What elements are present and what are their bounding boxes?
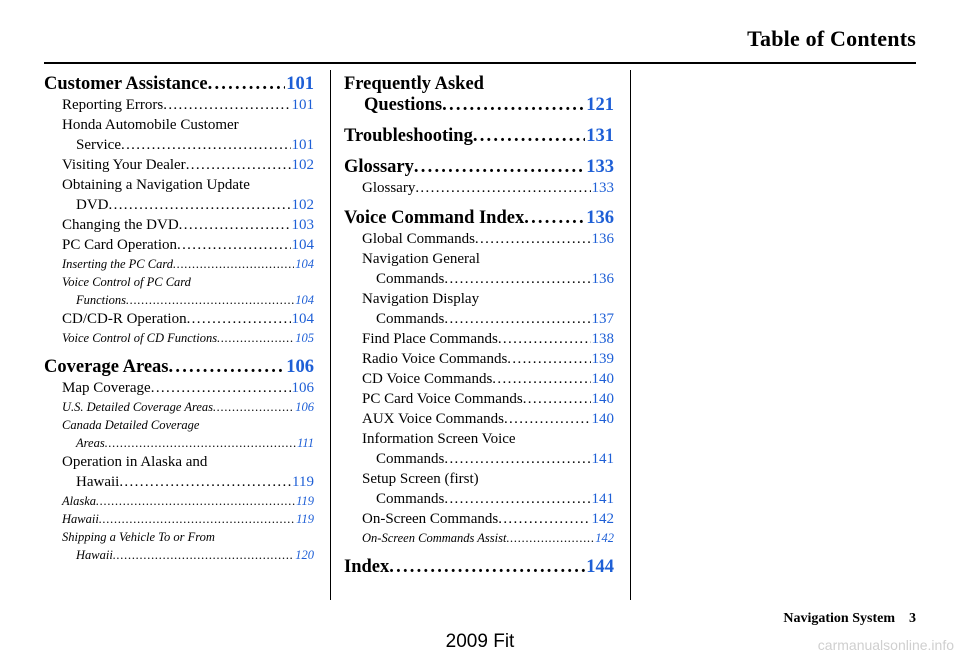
- toc-entry[interactable]: [344, 329, 614, 349]
- toc-section[interactable]: [344, 208, 614, 229]
- dot-leader: [109, 195, 291, 215]
- page-number-link[interactable]: 144: [586, 557, 614, 577]
- toc-entry-title: CD Voice Commands: [362, 371, 493, 387]
- dot-leader: [105, 434, 296, 452]
- toc-entry[interactable]: [44, 309, 314, 329]
- toc-entry-title: Inserting the PC Card: [62, 257, 173, 271]
- page-number-link[interactable]: 101: [291, 137, 314, 153]
- toc-entry[interactable]: [344, 289, 614, 329]
- dot-leader: [444, 449, 590, 469]
- toc-entry-title: Questions: [364, 95, 443, 115]
- toc-entry[interactable]: [44, 215, 314, 235]
- toc-entry[interactable]: [44, 175, 314, 215]
- dot-leader: [415, 178, 590, 198]
- toc-subentry[interactable]: [344, 529, 614, 547]
- toc-entry-title: U.S. Detailed Coverage Areas: [62, 400, 214, 414]
- toc-entry-title: Visiting Your Dealer: [62, 157, 186, 173]
- dot-leader: [523, 389, 591, 409]
- dot-leader: [187, 309, 291, 329]
- toc-entry-title: Information Screen Voice: [362, 431, 516, 447]
- toc-entry[interactable]: [44, 155, 314, 175]
- toc-entry-title: Voice Command Index: [344, 208, 525, 228]
- dot-leader: [96, 492, 295, 510]
- toc-entry-title: Navigation Display: [362, 291, 480, 307]
- dot-leader: [475, 229, 591, 249]
- toc-subentry[interactable]: [44, 510, 314, 528]
- dot-leader: [507, 349, 590, 369]
- page-number-link[interactable]: 136: [591, 231, 614, 247]
- toc-entry[interactable]: [44, 95, 314, 115]
- page-number-link[interactable]: 105: [295, 331, 314, 345]
- footer-page-number: 3: [909, 611, 916, 626]
- page-number-link[interactable]: 136: [591, 271, 614, 287]
- toc-entry-title: Frequently Asked: [344, 74, 484, 94]
- page-number-link[interactable]: 102: [291, 197, 314, 213]
- toc-entry-title: Areas: [76, 436, 105, 450]
- dot-leader: [119, 472, 291, 492]
- toc-subentry[interactable]: [44, 492, 314, 510]
- toc-entry[interactable]: [44, 235, 314, 255]
- toc-entry[interactable]: [344, 409, 614, 429]
- toc-entry-title: Glossary: [344, 157, 414, 177]
- toc-entry-title: Voice Control of CD Functions: [62, 331, 218, 345]
- footer-section-label: Navigation System: [783, 611, 895, 626]
- toc-entry-title: Hawaii: [76, 474, 120, 490]
- dot-leader: [99, 510, 295, 528]
- toc-entry[interactable]: [344, 509, 614, 529]
- page-number-link[interactable]: 133: [586, 157, 614, 177]
- dot-leader: [504, 409, 591, 429]
- dot-leader: [389, 557, 585, 578]
- toc-entry[interactable]: [344, 249, 614, 289]
- toc-entry-title: Alaska: [62, 494, 97, 508]
- toc-entry-title: Hawaii: [62, 512, 99, 526]
- page-number-link[interactable]: 104: [295, 257, 314, 271]
- page-number-link[interactable]: 136: [586, 208, 614, 228]
- toc-section[interactable]: [344, 74, 614, 116]
- page-number-link[interactable]: 133: [591, 180, 614, 196]
- toc-entry-title: Commands: [376, 451, 445, 467]
- toc-entry-title: Setup Screen (first): [362, 471, 479, 487]
- toc-entry-title: Functions: [76, 293, 126, 307]
- toc-entry[interactable]: [44, 115, 314, 155]
- page-number-link[interactable]: 104: [295, 293, 314, 307]
- toc-entry-title: Customer Assistance: [44, 74, 208, 94]
- page-number-link[interactable]: 137: [591, 311, 614, 327]
- page-number-link[interactable]: 140: [591, 411, 614, 427]
- toc-entry-title: CD/CD-R Operation: [62, 311, 187, 327]
- page-number-link[interactable]: 104: [291, 311, 314, 327]
- toc-column-left: [44, 70, 314, 564]
- toc-entry-title: Operation in Alaska and: [62, 454, 208, 470]
- dot-leader: [173, 255, 294, 273]
- dot-leader: [414, 157, 585, 178]
- toc-entry-title: Find Place Commands: [362, 331, 498, 347]
- toc-entry-title: Commands: [376, 271, 445, 287]
- page-number-link[interactable]: 106: [286, 357, 314, 377]
- toc-entry-title: Commands: [376, 491, 445, 507]
- dot-leader: [524, 208, 585, 229]
- page-number-link[interactable]: 103: [291, 217, 314, 233]
- toc-entry[interactable]: [344, 229, 614, 249]
- dot-leader: [492, 369, 590, 389]
- toc-entry[interactable]: [344, 369, 614, 389]
- title-rule: [44, 62, 916, 64]
- page-number-link[interactable]: 104: [291, 237, 314, 253]
- toc-entry-title: Index: [344, 557, 390, 577]
- page-number-link[interactable]: 120: [295, 548, 314, 562]
- toc-entry-title: Troubleshooting: [344, 126, 473, 146]
- toc-column-middle: [344, 70, 614, 578]
- toc-entry-title: Hawaii: [76, 548, 113, 562]
- toc-section[interactable]: [344, 157, 614, 178]
- toc-entry-title: Service: [76, 137, 121, 153]
- toc-entry-title: Honda Automobile Customer: [62, 117, 239, 133]
- page-number-link[interactable]: 139: [591, 351, 614, 367]
- toc-section[interactable]: [44, 74, 314, 95]
- page-number-link[interactable]: 140: [591, 371, 614, 387]
- toc-entry-title: PC Card Operation: [62, 237, 177, 253]
- toc-entry-title: Commands: [376, 311, 445, 327]
- page-footer: [783, 611, 916, 627]
- dot-leader: [444, 269, 590, 289]
- dot-leader: [179, 215, 291, 235]
- toc-subentry[interactable]: [44, 255, 314, 273]
- dot-leader: [444, 489, 590, 509]
- page-number-link[interactable]: 138: [591, 331, 614, 347]
- dot-leader: [151, 378, 291, 398]
- column-divider: [630, 70, 631, 600]
- toc-entry-title: Coverage Areas: [44, 357, 169, 377]
- toc-entry[interactable]: [344, 349, 614, 369]
- dot-leader: [506, 529, 594, 547]
- toc-entry-title: Global Commands: [362, 231, 475, 247]
- page-number-link[interactable]: 106: [291, 380, 314, 396]
- page-number-link[interactable]: 106: [295, 400, 314, 414]
- toc-entry-title: On-Screen Commands: [362, 511, 499, 527]
- page-number-link[interactable]: 121: [586, 95, 614, 115]
- dot-leader: [444, 309, 590, 329]
- dot-leader: [177, 235, 291, 255]
- toc-entry-title: Map Coverage: [62, 380, 151, 396]
- toc-entry-title: Voice Control of PC Card: [62, 275, 191, 289]
- page-number-link[interactable]: 131: [586, 126, 614, 146]
- toc-entry-title: Navigation General: [362, 251, 480, 267]
- dot-leader: [121, 135, 291, 155]
- toc-entry[interactable]: [344, 469, 614, 509]
- toc-subentry[interactable]: [44, 329, 314, 347]
- dot-leader: [217, 329, 294, 347]
- page-number-link[interactable]: 119: [296, 512, 314, 526]
- toc-entry-title: Changing the DVD: [62, 217, 179, 233]
- toc-entry-title: On-Screen Commands Assist: [362, 531, 507, 545]
- dot-leader: [113, 546, 294, 564]
- page-number-link[interactable]: 111: [297, 436, 314, 450]
- toc-entry-title: Shipping a Vehicle To or From: [62, 530, 215, 544]
- toc-entry[interactable]: [44, 378, 314, 398]
- toc-entry[interactable]: [344, 389, 614, 409]
- dot-leader: [186, 155, 291, 175]
- toc-section[interactable]: [344, 126, 614, 147]
- dot-leader: [169, 357, 286, 378]
- page-number-link[interactable]: 101: [286, 74, 314, 94]
- toc-entry-title: DVD: [76, 197, 109, 213]
- page-title: Table of Contents: [747, 26, 916, 51]
- dot-leader: [498, 509, 590, 529]
- watermark-model: 2009 Fit: [445, 631, 515, 652]
- dot-leader: [473, 126, 585, 147]
- page-number-link[interactable]: 101: [291, 97, 314, 113]
- watermark-site: carmanualsonline.info: [817, 637, 954, 653]
- toc-subentry[interactable]: [44, 398, 314, 416]
- toc-subentry[interactable]: [44, 273, 314, 309]
- page-number-link[interactable]: 102: [291, 157, 314, 173]
- toc-entry[interactable]: [344, 178, 614, 198]
- toc-entry-title: Radio Voice Commands: [362, 351, 508, 367]
- column-divider: [330, 70, 331, 600]
- toc-section[interactable]: [344, 557, 614, 578]
- toc-entry-title: Obtaining a Navigation Update: [62, 177, 250, 193]
- page-number-link[interactable]: 140: [591, 391, 614, 407]
- page-number-link[interactable]: 142: [595, 531, 614, 545]
- toc-subentry[interactable]: [44, 528, 314, 564]
- toc-entry-title: Canada Detailed Coverage: [62, 418, 200, 432]
- toc-entry[interactable]: [44, 452, 314, 492]
- toc-entry-title: Reporting Errors: [62, 97, 164, 113]
- toc-subentry[interactable]: [44, 416, 314, 452]
- page-number-link[interactable]: 141: [591, 491, 614, 507]
- page-number-link[interactable]: 142: [591, 511, 614, 527]
- dot-leader: [442, 95, 585, 116]
- dot-leader: [126, 291, 294, 309]
- toc-entry-title: Glossary: [362, 180, 416, 196]
- dot-leader: [163, 95, 290, 115]
- dot-leader: [208, 74, 286, 95]
- page-number-link[interactable]: 141: [591, 451, 614, 467]
- page-number-link[interactable]: 119: [296, 494, 314, 508]
- toc-entry-title: PC Card Voice Commands: [362, 391, 523, 407]
- toc-entry[interactable]: [344, 429, 614, 469]
- toc-entry-title: AUX Voice Commands: [362, 411, 504, 427]
- toc-section[interactable]: [44, 357, 314, 378]
- dot-leader: [498, 329, 591, 349]
- page-number-link[interactable]: 119: [292, 474, 314, 490]
- dot-leader: [213, 398, 294, 416]
